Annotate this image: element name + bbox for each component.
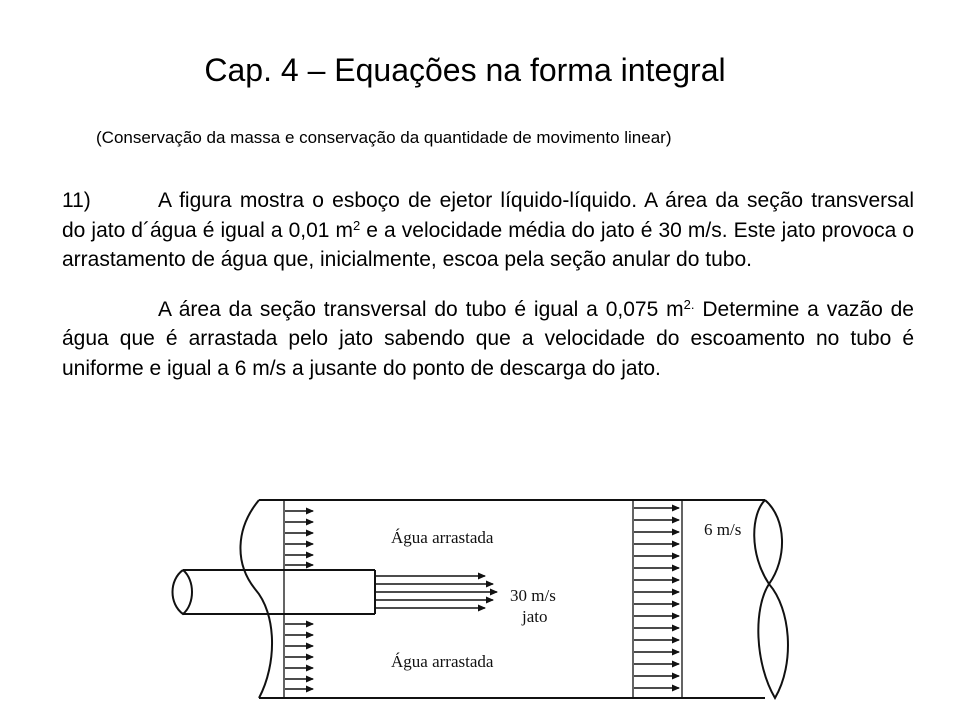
problem-p2-text-a: A área da seção transversal do tubo é igual a 0,075 m <box>158 297 684 321</box>
upper-annulus-arrows <box>285 511 313 565</box>
problem-paragraph-2 <box>62 295 914 384</box>
slide-title: Cap. 4 – Equações na forma integral <box>204 52 726 88</box>
problem-number: 11) <box>62 189 91 212</box>
problem-p2-superscript: 2. <box>683 296 695 312</box>
label-entrained-water-top: Água arrastada <box>391 528 494 547</box>
label-jet-speed: 30 m/s <box>510 586 556 605</box>
problem-paragraph-1 <box>62 186 914 275</box>
nozzle-left-break <box>173 570 193 614</box>
label-jet: jato <box>522 607 548 626</box>
label-entrained-water-bottom: Água arrastada <box>391 652 494 671</box>
ejector-diagram <box>165 484 800 720</box>
problem-statement <box>62 186 914 383</box>
jet-arrows <box>376 576 497 608</box>
slide-subtitle: (Conservação da massa e conservação da quantidade de movimento linear) <box>96 128 672 147</box>
outlet-velocity-arrows <box>634 508 679 688</box>
lower-annulus-arrows <box>285 624 313 689</box>
tube-right-break <box>754 500 788 698</box>
label-outlet-speed: 6 m/s <box>704 520 742 539</box>
problem-p1-superscript: 2 <box>353 217 361 233</box>
problem-p1-text-b: e a velocidade média do jato é 30 m/s. Este jato provoca o arrastamento de água que, inicialmente, escoa pela seção anular do tubo. <box>62 218 915 271</box>
tube-left-break <box>240 500 272 698</box>
problem-p1-text-a: A figura mostra o esboço de ejetor líquido-líquido. A área da seção transversal do jato d´água é igual a 0,01 m <box>62 189 914 242</box>
problem-p2-text-b: Determine a vazão de água que é arrastada pelo jato sabendo que a velocidade do escoamento no tubo é uniforme e igual a 6 m/s a jusante do ponto de descarga do jato. <box>62 297 914 380</box>
ejector-figure <box>165 484 800 720</box>
